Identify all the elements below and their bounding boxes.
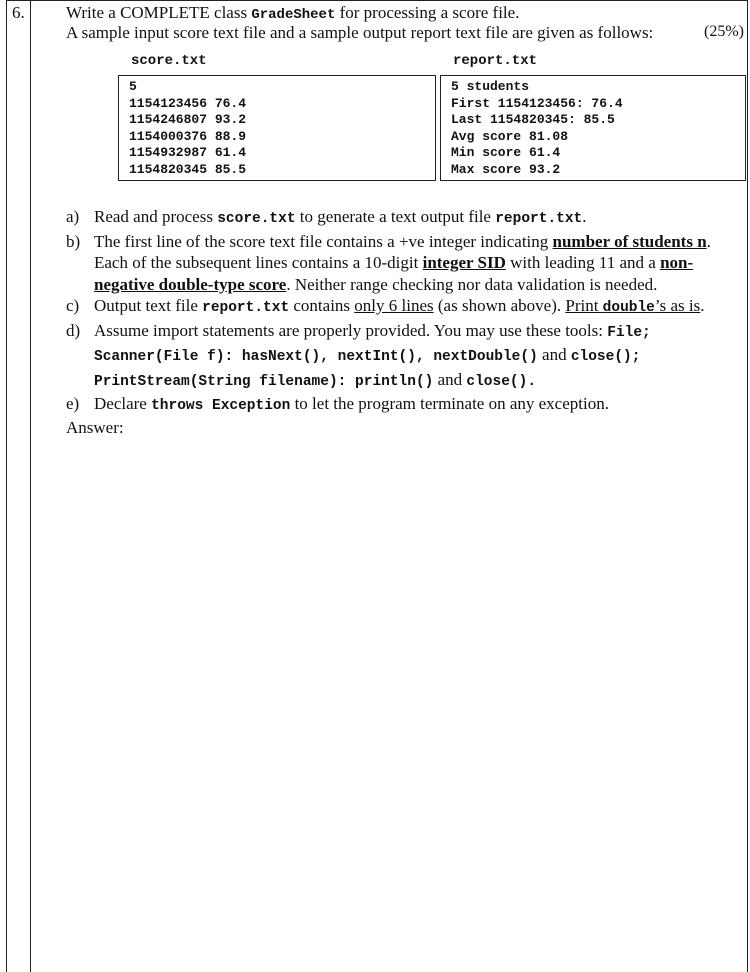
report-file-line: Min score 61.4 bbox=[451, 145, 561, 161]
emphasis-text: Print bbox=[565, 296, 603, 315]
score-file-line: 1154820345 85.5 bbox=[129, 161, 247, 177]
code-text: PrintStream(String filename): println() bbox=[94, 373, 434, 390]
question-line-1 bbox=[66, 3, 519, 23]
score-file-line: 1154000376 88.9 bbox=[129, 128, 247, 144]
requirement-d bbox=[66, 320, 746, 394]
requirement-b bbox=[66, 231, 746, 296]
report-file-line: Last 1154820345: 85.5 bbox=[451, 112, 615, 128]
requirement-text: to let the program terminate on any exception. bbox=[290, 394, 609, 413]
requirement-text: Read and process bbox=[94, 207, 218, 226]
code-text: double bbox=[602, 300, 655, 316]
requirement-text: Declare bbox=[94, 394, 152, 413]
score-file-line: 1154123456 76.4 bbox=[129, 95, 247, 111]
report-file-line: 5 students bbox=[451, 79, 530, 94]
report-file-box bbox=[440, 75, 746, 181]
code-text: throws Exception bbox=[151, 398, 291, 414]
report-file-line: Avg score 81.08 bbox=[451, 128, 569, 144]
requirement-text: Assume import statements are properly provided. You may use these tools: bbox=[94, 320, 608, 340]
requirement-label: e) bbox=[66, 394, 80, 413]
question-line-1-post: for processing a score file. bbox=[335, 3, 520, 22]
requirement-text: contains bbox=[289, 296, 355, 315]
emphasis-text: non-negative double-type score bbox=[94, 253, 694, 294]
score-file-line: 1154932987 61.4 bbox=[129, 145, 247, 161]
code-text: Scanner(File f): hasNext(), nextInt(), nextDouble() bbox=[94, 349, 538, 365]
question-line-2: A sample input score text file and a sample output report text file are given as follows: bbox=[66, 23, 654, 42]
report-file-line: Max score 93.2 bbox=[451, 161, 561, 177]
requirement-text: . bbox=[700, 296, 705, 315]
class-name: GradeSheet bbox=[251, 7, 336, 23]
requirement-text: Output text file bbox=[94, 296, 203, 315]
question-number-divider bbox=[30, 0, 31, 972]
requirement-label: d) bbox=[66, 320, 81, 340]
score-file-line: 5 bbox=[129, 79, 137, 94]
requirement-e bbox=[66, 393, 746, 418]
requirement-a bbox=[66, 206, 746, 231]
requirement-text: (as shown above). bbox=[433, 296, 566, 315]
emphasis-text: ’s as is bbox=[654, 296, 701, 315]
emphasis-text: number of students n bbox=[552, 231, 707, 251]
requirement-label: c) bbox=[66, 296, 80, 315]
score-file-line: 1154246807 93.2 bbox=[129, 112, 247, 128]
report-file-line: First 1154123456: 76.4 bbox=[451, 95, 623, 111]
question-marks: (25%) bbox=[704, 23, 744, 40]
score-file-box bbox=[118, 75, 436, 181]
emphasis-text: integer SID bbox=[422, 253, 506, 272]
requirement-text: . bbox=[582, 207, 587, 226]
code-text: report.txt bbox=[495, 211, 583, 227]
requirement-label: b) bbox=[66, 231, 81, 251]
score-file-title: score.txt bbox=[131, 53, 207, 69]
code-text: close(). bbox=[466, 373, 537, 390]
answer-label: Answer: bbox=[66, 418, 124, 437]
requirement-text: and bbox=[433, 369, 467, 389]
requirement-c bbox=[66, 295, 746, 320]
emphasis-text: only 6 lines bbox=[354, 296, 434, 315]
requirement-text: The first line of the score text file contains a +ve integer indicating bbox=[94, 231, 553, 251]
requirement-text: and bbox=[537, 345, 571, 364]
question-number: 6. bbox=[12, 3, 25, 22]
code-text: report.txt bbox=[202, 300, 290, 316]
requirement-text: with leading 11 and a bbox=[505, 253, 661, 272]
requirement-text: . Neither range checking nor data validation is needed. bbox=[286, 274, 658, 294]
code-text: File; bbox=[607, 324, 651, 341]
report-file-title: report.txt bbox=[453, 53, 538, 69]
code-text: close(); bbox=[570, 349, 641, 365]
requirements-list bbox=[66, 206, 746, 418]
requirement-text: to generate a text output file bbox=[295, 207, 496, 226]
question-line-1-pre: Write a COMPLETE class bbox=[66, 3, 252, 22]
requirement-text: . Each of the subsequent lines contains a 10-digit bbox=[94, 231, 711, 272]
requirement-label: a) bbox=[66, 207, 80, 226]
code-text: score.txt bbox=[217, 211, 296, 227]
